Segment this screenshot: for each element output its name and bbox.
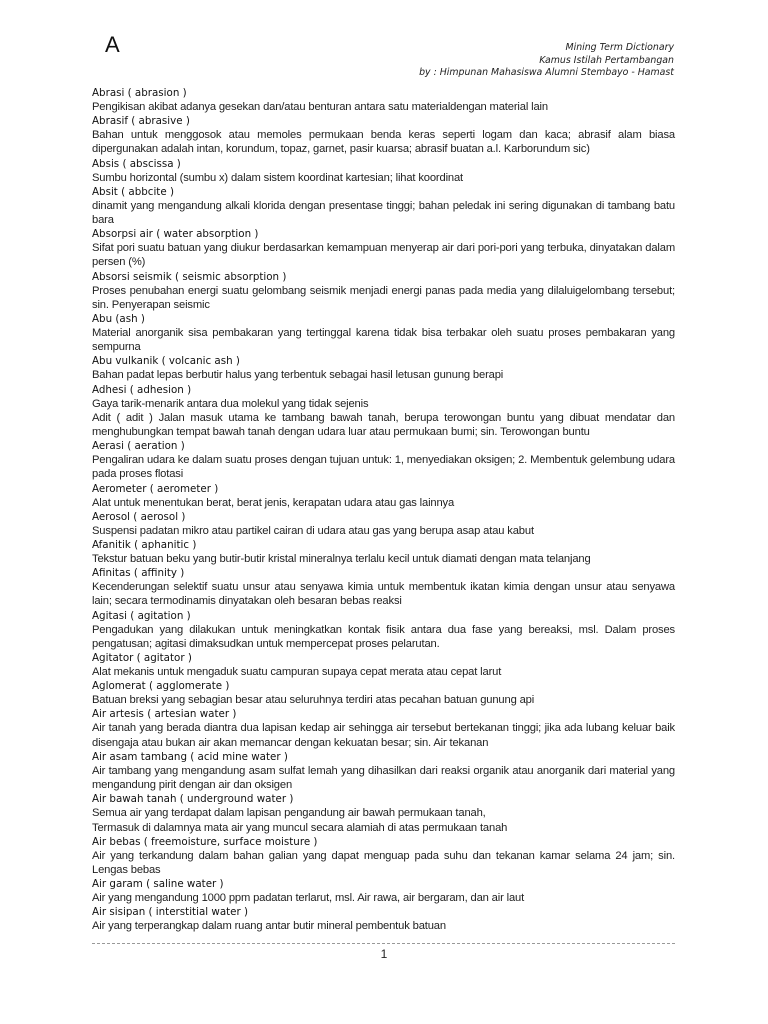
dictionary-entry — [92, 905, 675, 933]
dictionary-entry — [92, 439, 675, 481]
entry-definition: Semua air yang terdapat dalam lapisan pengandung air bawah permukaan tanah, Termasuk di dalamnya mata air yang muncul secara alamiah di atas permukaan tanah — [92, 807, 508, 834]
entry-term: Absorsi seismik ( seismic absorption ) — [92, 270, 287, 283]
header-subtitle: Kamus Istilah Pertambangan — [539, 54, 674, 66]
entry-term: Adhesi ( adhesion ) — [92, 383, 192, 396]
entry-definition: Alat mekanis untuk mengaduk suatu campuran supaya cepat merata atau cepat larut — [92, 666, 502, 679]
entry-definition: Air tambang yang mengandung asam sulfat lemah yang dihasilkan dari reaksi organik atau anorganik dari material yang mengandung pirit dengan air dan oksigen — [92, 764, 675, 792]
entry-term: Aerosol ( aerosol ) — [92, 510, 186, 523]
entry-definition: Alat untuk menentukan berat, berat jenis, kerapatan udara atau gas lainnya — [92, 496, 455, 509]
entry-definition: Suspensi padatan mikro atau partikel cairan di udara atau gas yang berupa asap atau kabut — [92, 524, 534, 537]
entry-definition: Proses penubahan energi suatu gelombang seismik menjadi energi panas pada media yang dilaluigelombang tersebut; sin. Penyerapan seismic — [92, 284, 675, 311]
dictionary-entry — [92, 157, 675, 185]
entry-term: Abrasi ( abrasion ) — [92, 87, 187, 99]
page-header — [419, 42, 674, 80]
entry-term: Aerasi ( aeration ) — [92, 440, 185, 453]
dictionary-entry — [92, 86, 675, 114]
entry-term: Absorpsi air ( water absorption ) — [92, 228, 259, 241]
dictionary-entry — [92, 114, 675, 156]
entry-definition: Gaya tarik-menarik antara dua molekul yang tidak sejenis — [92, 397, 369, 410]
dictionary-entries — [92, 86, 675, 934]
entry-definition: Sifat pori suatu batuan yang diukur berdasarkan kemampuan menyerap air dari pori-pori yang terbuka, dinyatakan dalam persen (%) — [92, 242, 675, 269]
dictionary-entry — [92, 707, 675, 749]
entry-definition: Air tanah yang berada diantra dua lapisan kedap air sehingga air tersebut bertekanan tinggi; jika ada lubang keluar baik disengaja atau bukan air akan memancar dengan kekuatan besar; sin. Air tekanan — [92, 722, 675, 749]
page-number: 1 — [380, 947, 388, 961]
entry-term: Absit ( abbcite ) — [92, 185, 174, 198]
entry-definition: Batuan breksi yang sebagian besar atau seluruhnya terdiri atas pecahan batuan gunung api — [92, 694, 535, 707]
entry-definition: Adit ( adit ) Jalan masuk utama ke tambang bawah tanah, berupa terowongan buntu yang dibuat mendatar dan menghubungkan tempat bawah tanah dengan udara luar atau permukaan bumi; sin. Terowongan buntu — [92, 411, 675, 439]
dictionary-entry — [92, 383, 675, 411]
entry-term: Agitator ( agitator ) — [92, 652, 192, 665]
dictionary-entry — [92, 312, 675, 354]
entry-term: Agitasi ( agitation ) — [92, 609, 191, 622]
entry-term: Aglomerat ( agglomerate ) — [92, 680, 230, 693]
entry-term: Aerometer ( aerometer ) — [92, 482, 219, 495]
header-author: by : Himpunan Mahasiswa Alumni Stembayo - Hamast — [419, 67, 674, 79]
dictionary-entry — [92, 679, 675, 707]
entry-definition: Material anorganik sisa pembakaran yang tertinggal karena tidak bisa terbakar oleh suatu proses pembakaran yang sempurna — [92, 327, 675, 354]
entry-definition: Bahan padat lepas berbutir halus yang terbentuk sebagai hasil letusan gunung berapi — [92, 369, 504, 382]
entry-definition: Pengadukan yang dilakukan untuk meningkatkan kontak fisik antara dua fase yang bereaksi, msl. Dalam proses pengatusan; agitasi dimaksudkan untuk mempercepat proses pelarutan. — [92, 623, 675, 650]
entry-term: Air bawah tanah ( underground water ) — [92, 793, 294, 806]
dictionary-entry — [92, 482, 675, 510]
entry-definition: Bahan untuk menggosok atau memoles permukaan benda keras seperti logam dan kaca; abrasif alam biasa dipergunakan adalah intan, korundum, topaz, garnet, pasir kuarsa; abrasif buatan a.l. Karborundum sic) — [92, 129, 675, 156]
entry-definition: dinamit yang mengandung alkali klorida dengan presentase tinggi; bahan peledak ini sering digunakan di tambang batu bara — [92, 199, 675, 227]
dictionary-entry — [92, 411, 675, 439]
dictionary-entry — [92, 609, 675, 651]
entry-term: Absis ( abscissa ) — [92, 157, 181, 170]
dictionary-entry — [92, 877, 675, 905]
entry-term: Air garam ( saline water ) — [92, 878, 224, 891]
entry-definition: Air yang terperangkap dalam ruang antar butir mineral pembentuk batuan — [92, 920, 446, 933]
dictionary-entry — [92, 566, 675, 608]
header-title: Mining Term Dictionary — [565, 42, 674, 53]
entry-term: Air bebas ( freemoisture, surface moisture ) — [92, 835, 318, 848]
dictionary-entry — [92, 227, 675, 269]
dictionary-entry — [92, 270, 675, 312]
dictionary-entry — [92, 185, 675, 227]
dictionary-entry — [92, 538, 675, 566]
dictionary-entry — [92, 792, 675, 834]
entry-term: Air asam tambang ( acid mine water ) — [92, 750, 288, 763]
dictionary-entry — [92, 651, 675, 679]
footer-divider — [92, 943, 675, 944]
dictionary-entry — [92, 354, 675, 382]
dictionary-entry — [92, 510, 675, 538]
entry-term: Afinitas ( affinity ) — [92, 567, 185, 580]
entry-term: Abu (ash ) — [92, 313, 145, 326]
entry-term: Air artesis ( artesian water ) — [92, 708, 237, 721]
entry-definition: Pengaliran udara ke dalam suatu proses dengan tujuan untuk: 1, menyediakan oksigen; 2. Membentuk gelembung udara pada proses flotasi — [92, 454, 675, 481]
dictionary-entry — [92, 750, 675, 792]
entry-definition: Air yang terkandung dalam bahan galian yang dapat menguap pada suhu dan tekanan kamar selama 24 jam; sin. Lengas bebas — [92, 849, 675, 876]
section-letter: A — [105, 32, 120, 57]
entry-term: Air sisipan ( interstitial water ) — [92, 906, 249, 919]
dictionary-entry — [92, 835, 675, 877]
entry-definition: Tekstur batuan beku yang butir-butir kristal mineralnya terlalu kecil untuk diamati dengan mata telanjang — [92, 553, 591, 566]
entry-definition: Kecenderungan selektif suatu unsur atau senyawa kimia untuk membentuk ikatan kimia dengan unsur atau senyawa lain; secara termodinamis dinyatakan oleh besaran bebas reaksi — [92, 581, 675, 608]
entry-definition: Air yang mengandung 1000 ppm padatan terlarut, msl. Air rawa, air bergaram, dan air laut — [92, 892, 525, 905]
entry-definition: Pengikisan akibat adanya gesekan dan/atau benturan antara satu materialdengan material lain — [92, 101, 548, 113]
entry-term: Afanitik ( aphanitic ) — [92, 539, 197, 552]
entry-term: Abu vulkanik ( volcanic ash ) — [92, 355, 240, 368]
entry-definition: Sumbu horizontal (sumbu x) dalam sistem koordinat kartesian; lihat koordinat — [92, 171, 464, 184]
entry-term: Abrasif ( abrasive ) — [92, 115, 190, 128]
